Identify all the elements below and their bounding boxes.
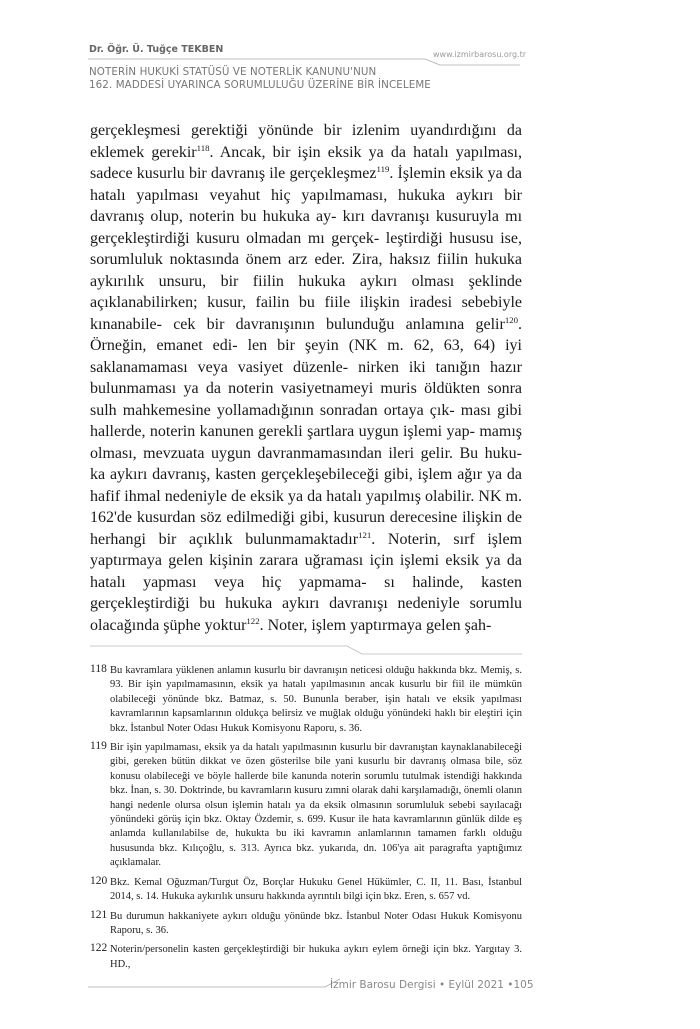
footnote-text: Bir işin yapılmaması, eksik ya da hatalı yapılmasının kusurlu bir davranıştan kaynaklanabileceği gibi, gereken bütün dikkat ve özen gösterilse bile yani kusurlu bir davranış olmasa bile, söz konusu olabileceği ve böyle hallerde bile kanunda noterin sorumlu tutulmak istendiği hakkında bkz. İnan, s. 30. Doktrinde, bu kavramların kusuru zımni olarak dahi karşılamadığı, önemli olanın hangi nedenle olursa olsun işlemin hatalı ya da eksik olmasının sorumluluk sebebi sayılacağı yönündeki görüş için bkz. Oktay Özdemir, s. 699. Kusur ile hata kavramlarının günlük dilde eş anlamda kullanılabilse de, hukukta bu iki kavramın anlamlarının tamamen farklı olduğu hususunda bkz. Kılıçoğlu, s. 313. Ayrıca bkz. yukarıda, dn. 106'ya ait paragrafta yaptığımız açıklamalar. <box>110 742 522 869</box>
footnote-reference[interactable]: 120 <box>504 314 519 325</box>
text-segment: . Örneğin, emanet edi- <box>90 315 523 354</box>
text-segment: ihmal nedeniyle de eksik ya da hatalı yapılmış olabilir. NK m. 162'de <box>90 487 523 526</box>
text-segment: zarara uğraması için işlemi eksik ya da hatalı yapması veya hiç yapmama- <box>90 552 523 591</box>
footnote-text: Bu kavramlara yüklenen anlamın kusurlu bir davranışın neticesi olduğu hakkında bkz. Memiş, s. 93. Bir işin yapılmamasının, eksik ya hatalı yapılmasının ancak kusurlu bir fiil ile mümkün olabileceği yönünde bkz. Batmaz, s. 50. Bununla beraber, işin hatalı ve eksik yapılması kavramlarının kapsamlarının oldukça belirsiz ve muğlak olduğu yönündeki haklı bir eleştiri için bkz. İstanbul Noter Odası Hukuk Komisyonu Raporu, s. 36. <box>110 665 522 734</box>
footnote-text: Noterin/personelin kasten gerçekleştirdiği bir hukuka aykırı eylem örneği için bkz. Yargıtay 3. HD., <box>110 944 522 970</box>
text-segment: sı halinde, kasten gerçekleştirdiği bu hukuka aykırı davranışı nedeniyle <box>90 573 523 612</box>
text-segment: açıklanabilirken; kusur, failin bu fiile ilişkin iradesi sebebiyle kınanabile- <box>90 294 522 333</box>
footnote <box>90 741 522 871</box>
journal-name: İzmir Barosu Dergisi • Eylül 2021 • <box>330 979 514 992</box>
text-segment: . İşlemin eksik ya da hatalı yapılması veyahut <box>90 165 523 204</box>
text-segment: ka aykırı davranış, kasten gerçekleşebileceği gibi, işlem ağır ya da hafif <box>90 466 522 505</box>
header-author: Dr. Öğr. Ü. Tuğçe TEKBEN <box>89 44 224 55</box>
text-segment: . Noter, işlem yaptırmaya gelen şah- <box>259 616 492 634</box>
text-segment: . Ancak, bir işin eksik ya da hatalı yapılması, sadece kusurlu bir <box>90 143 522 182</box>
text-segment: açıklık bulunmamaktadır <box>189 530 359 548</box>
page-footer <box>90 977 534 999</box>
footnote-number: 122 <box>90 942 108 955</box>
footnote <box>90 876 522 905</box>
header-title-line: NOTERİN HUKUKİ STATÜSÜ VE NOTERLİK KANUNU'NUN <box>89 66 377 78</box>
header-url[interactable]: www.izmirbarosu.org.tr <box>433 50 527 59</box>
text-segment: cek bir davranışının bulunduğu anlamına gelir <box>173 315 505 333</box>
text-segment: . Noterin, sırf işlem yaptırmaya gelen kişinin <box>90 530 523 569</box>
text-segment: davranış ile gerçekleşmez <box>210 165 377 182</box>
header-title-line: 162. MADDESİ UYARINCA SORUMLULUĞU ÜZERİNE BİR İNCELEME <box>89 78 431 91</box>
footnote-reference[interactable]: 122 <box>246 615 260 626</box>
footnote-reference[interactable]: 121 <box>358 529 372 540</box>
footnote-number: 120 <box>90 874 108 887</box>
footnote-reference[interactable]: 118 <box>196 142 210 153</box>
text-segment: leştirdiği hususu ise, sorumluluk noktasında önem arz eder. Zira, haksız <box>90 229 523 268</box>
text-segment: gerekir <box>151 143 197 161</box>
text-segment: öldükten sonra sulh mahkemesine yollamadığının sonradan ortaya çık- <box>90 380 522 419</box>
footnote-text: Bkz. Kemal Oğuzman/Turgut Öz, Borçlar Hukuku Genel Hükümler, C. II, 11. Bası, İstanbul 2014, s. 14. Hukuka aykırılık unsuru hakkında ayrıntılı bilgi için bkz. Eren, s. 657 vd. <box>110 876 522 903</box>
text-segment: sorumlu olacağında şüphe yoktur <box>90 595 523 634</box>
footnote-number: 118 <box>90 663 107 675</box>
footnote-separator <box>90 644 522 658</box>
page-number: 105 <box>513 979 534 992</box>
footnote-number: 121 <box>90 908 108 921</box>
footnote <box>90 910 522 939</box>
footnotes <box>90 664 522 972</box>
text-segment: kusurdan söz edilmediği gibi, kusurun derecesine ilişkin de herhangi bir <box>90 509 523 548</box>
footnote <box>90 664 522 736</box>
page-content <box>90 0 534 1029</box>
text-segment: ması gibi hallerde, noterin kanunen gerekli şartlara uygun işlemi yap- <box>90 401 522 440</box>
text-segment: fiilin hukuka aykırılık unsuru, bir fiilin hukuka aykırı olması şeklinde <box>90 251 522 290</box>
text-segment: nirken iki tanığın hazır bulunmaması ya da noterin vasiyetnameyi muris <box>90 358 523 397</box>
body-text <box>90 120 522 636</box>
text-segment: kırı davranışı kusuruyla mı gerçekleştirdiği kusuru olmadan mı gerçek- <box>90 208 523 247</box>
text-segment: gerçekleşmesi gerektiği yönünde bir izlenim uyandırdığını da eklemek <box>90 122 522 161</box>
footnote-number: 119 <box>90 740 107 753</box>
text-segment: len bir şeyin (NK m. 62, 63, 64) iyi saklanamaması veya vasiyet düzenle- <box>90 337 523 376</box>
text-segment: hiç yapılmaması, hukuka aykırı bir davranış olup, noterin bu hukuka ay- <box>90 186 522 225</box>
text-segment: mamış olması, mevzuata uygun davranmamasından ileri gelir. Bu huku- <box>90 423 522 462</box>
footnote-reference[interactable]: 119 <box>376 163 390 174</box>
footnote-text: Bu durumun hakkaniyete aykırı olduğu yönünde bkz. İstanbul Noter Odası Hukuk Komisyonu Raporu, s. 36. <box>110 910 522 936</box>
footnote <box>90 943 522 972</box>
